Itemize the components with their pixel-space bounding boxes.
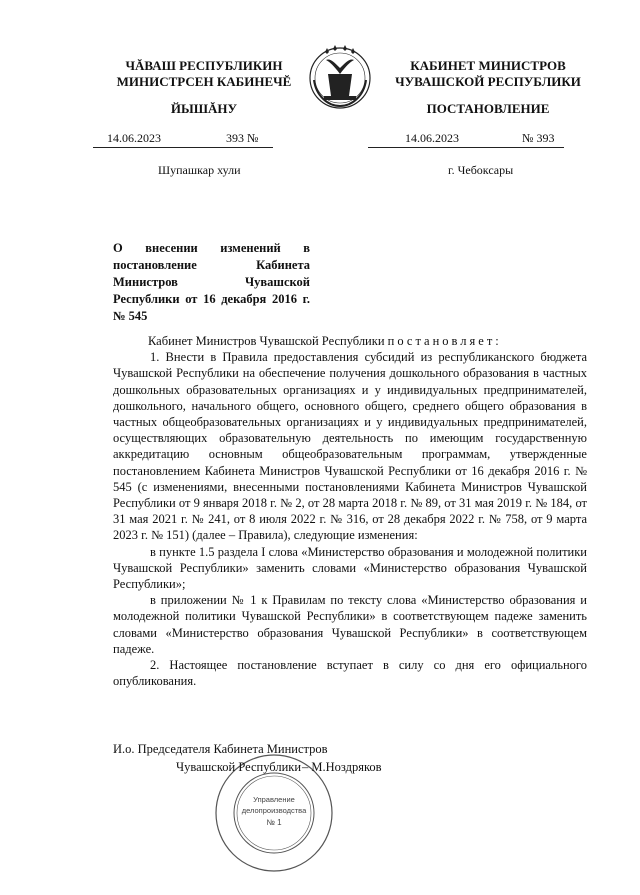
stamp-line2: делопроизводства (241, 806, 307, 815)
header-left-line1: ЧĂВАШ РЕСПУБЛИКИН (125, 58, 283, 73)
header-right-doc-type: ПОСТАНОВЛЕНИЕ (426, 101, 550, 116)
left-number: 393 № (226, 131, 259, 145)
header-right-line2: ЧУВАШСКОЙ РЕСПУБЛИКИ (395, 74, 581, 89)
signature-line1: И.о. Председателя Кабинета Министров (113, 742, 328, 756)
body-paragraph-2: в пункте 1.5 раздела I слова «Министерство образования и молодежной политики Чувашской Республики» заменить словами «Министерство образования Чувашской Республики»; (113, 544, 587, 592)
right-date-underline (368, 147, 564, 148)
signature-name: – М.Ноздряков (302, 760, 382, 774)
body-intro: Кабинет Министров Чувашской Республики постановляет: (148, 334, 502, 348)
right-number: № 393 (522, 131, 555, 145)
header-right-block (378, 58, 598, 90)
right-date: 14.06.2023 (405, 131, 459, 145)
signature-line2: Чувашской Республики (176, 760, 302, 774)
emblem-icon (300, 40, 380, 112)
body-paragraph-3: в приложении № 1 к Правилам по тексту слова «Министерство образования и молодежной политики Чувашской Республики» в соответствующем падеже заменить словами «Министерство образования Чувашской Республики» в соответствующем падеже. (113, 593, 587, 656)
document-subject: О внесении изменений в постановление Кабинета Министров Чувашской Республики от 16 декабря 2016 г. № 545 (113, 241, 310, 323)
right-city: г. Чебоксары (448, 163, 514, 177)
left-city: Шупашкар хули (158, 163, 241, 177)
body-paragraph-1: 1. Внести в Правила предоставления субсидий из республиканского бюджета Чувашской Республики на обеспечение получения дошкольного образования в частных дошкольных образовательных организациях и у индивидуальных предпринимателей, дошкольного, начального общего, основного общего, среднего общего образования в частных общеобразовательных организациях и у индивидуальных предпринимателей, осуществляющих образовательную деятельность по имеющим государственную аккредитацию основным общеобразовательным программам, утвержденные постановлением Кабинета Министров Чувашской Республики от 16 декабря 2016 г. № 545 (с изменениями, внесенными постановлениями Кабинета Министров Чувашской Республики от 9 января 2018 г. № 2, от 28 марта 2018 г. № 89, от 31 мая 2019 г. № 184, от 31 мая 2021 г. № 241, от 8 июля 2022 г. № 316, от 28 декабря 2022 г. № 758, от 9 марта 2023 г. № 151) (далее – Правила), следующие изменения: (113, 350, 587, 543)
header-left-doc-type: ЙЫШĂНУ (170, 101, 238, 116)
header-right-line1: КАБИНЕТ МИНИСТРОВ (410, 58, 566, 73)
left-date: 14.06.2023 (107, 131, 161, 145)
stamp-line1: Управление (253, 795, 295, 804)
document-body (113, 333, 587, 689)
header-left-line2: МИНИСТРСЕН КАБИНЕЧĔ (116, 74, 292, 89)
left-date-underline (93, 147, 273, 148)
header-left-block (96, 58, 312, 90)
stamp-line3: № 1 (266, 818, 282, 827)
body-paragraph-4: 2. Настоящее постановление вступает в силу со дня его официального опубликования. (113, 658, 587, 689)
